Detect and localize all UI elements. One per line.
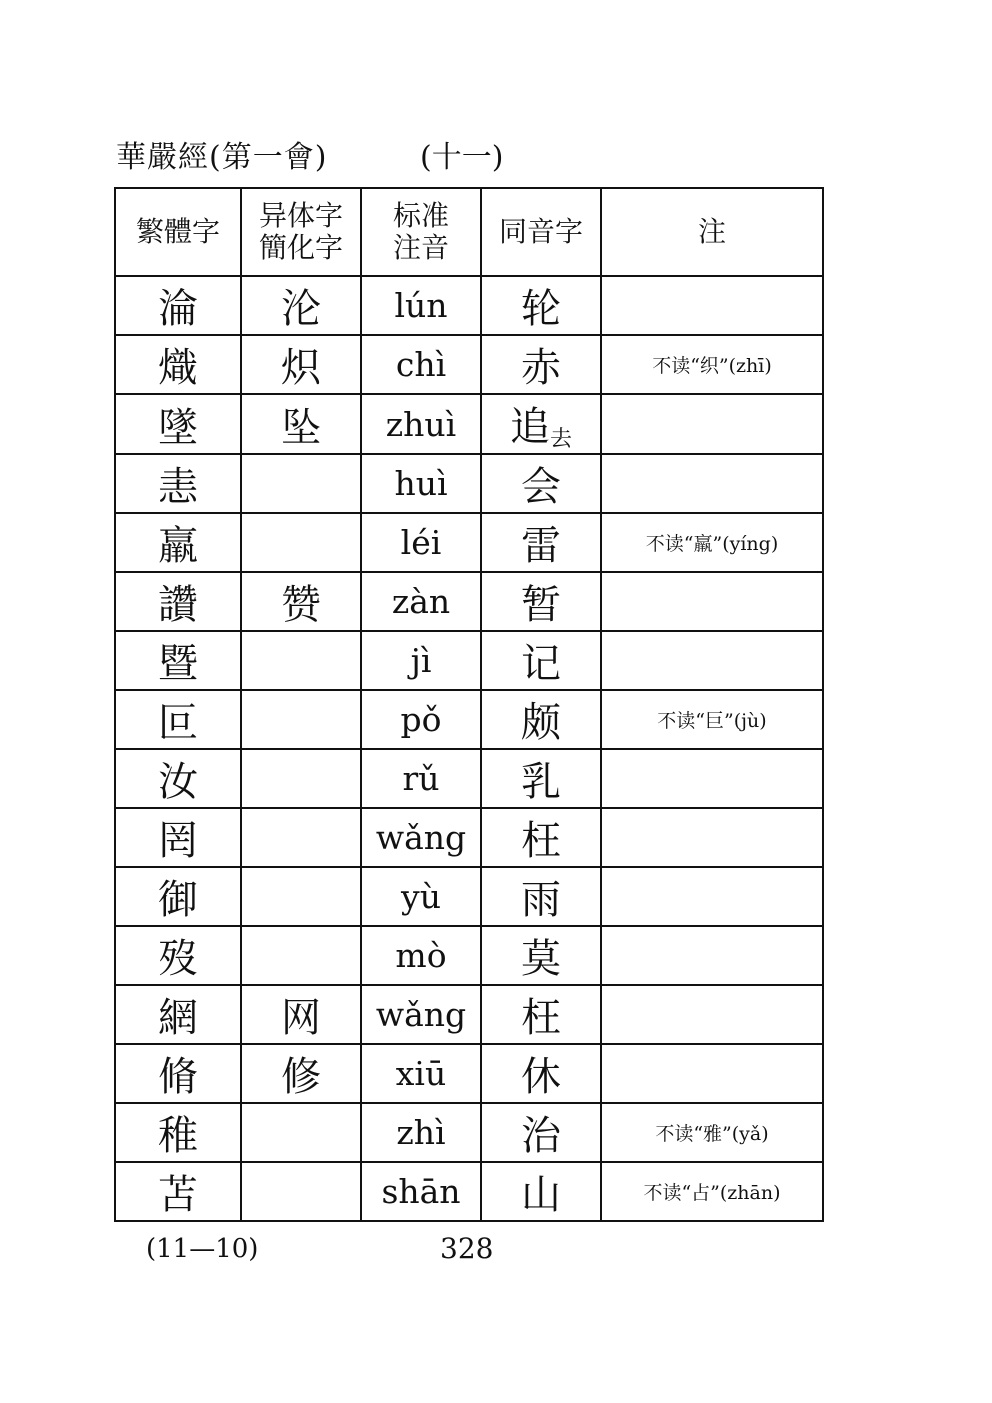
cell-homophone <box>481 985 601 1044</box>
cell-traditional: 御 <box>115 867 241 926</box>
cell-note <box>601 631 823 690</box>
cell-simplified: 坠 <box>241 394 361 454</box>
cell-note <box>601 276 823 335</box>
table-row <box>115 926 823 985</box>
cell-homophone <box>481 631 601 690</box>
table-row <box>115 1044 823 1103</box>
cell-traditional: 暨 <box>115 631 241 690</box>
cell-simplified <box>241 808 361 867</box>
cell-simplified: 沦 <box>241 276 361 335</box>
cell-note <box>601 572 823 631</box>
cell-pinyin: shān <box>361 1162 481 1221</box>
cell-note <box>601 985 823 1044</box>
cell-pinyin: rǔ <box>361 749 481 808</box>
cell-note <box>601 808 823 867</box>
cell-simplified: 炽 <box>241 335 361 394</box>
homophone-char: 乳 <box>521 759 561 805</box>
cell-simplified <box>241 690 361 749</box>
cell-note: 不读“羸”(yíng) <box>601 513 823 572</box>
cell-note <box>601 394 823 454</box>
header-variant-label: 异体字 <box>258 199 343 232</box>
table-row <box>115 808 823 867</box>
cell-homophone <box>481 1162 601 1221</box>
cell-pinyin: xiū <box>361 1044 481 1103</box>
homophone-char: 雨 <box>521 877 561 923</box>
header-standard-label: 标准 <box>392 199 449 232</box>
cell-note <box>601 749 823 808</box>
cell-simplified: 修 <box>241 1044 361 1103</box>
table-row <box>115 749 823 808</box>
cell-pinyin: yù <box>361 867 481 926</box>
homophone-char: 追 <box>509 404 550 450</box>
pronunciation-table <box>114 187 824 1222</box>
homophone-char: 轮 <box>521 286 561 332</box>
cell-note: 不读“占”(zhān) <box>601 1162 823 1221</box>
cell-simplified <box>241 1162 361 1221</box>
cell-traditional: 羸 <box>115 513 241 572</box>
table-row <box>115 985 823 1044</box>
table-row <box>115 513 823 572</box>
cell-traditional: 脩 <box>115 1044 241 1103</box>
homophone-char: 山 <box>521 1172 561 1218</box>
cell-pinyin: léi <box>361 513 481 572</box>
cell-note <box>601 1044 823 1103</box>
cell-traditional: 稚 <box>115 1103 241 1162</box>
cell-homophone <box>481 808 601 867</box>
cell-pinyin: wǎng <box>361 808 481 867</box>
table-row <box>115 335 823 394</box>
footer-code: (11—10) <box>146 1234 259 1264</box>
table-body <box>115 276 823 1221</box>
cell-pinyin: zhì <box>361 1103 481 1162</box>
cell-note: 不读“织”(zhī) <box>601 335 823 394</box>
table-row <box>115 276 823 335</box>
cell-pinyin: pǒ <box>361 690 481 749</box>
cell-homophone <box>481 572 601 631</box>
homophone-char: 赤 <box>521 345 561 391</box>
homophone-char: 颇 <box>521 700 561 746</box>
cell-homophone <box>481 867 601 926</box>
cell-simplified <box>241 867 361 926</box>
table-row <box>115 394 823 454</box>
header-note: 注 <box>601 188 823 276</box>
header-pinyin-label: 注音 <box>392 231 449 264</box>
homophone-char: 雷 <box>521 523 561 569</box>
header-standard-pinyin <box>361 188 481 276</box>
homophone-char: 枉 <box>521 818 561 864</box>
cell-homophone <box>481 335 601 394</box>
cell-simplified: 网 <box>241 985 361 1044</box>
cell-traditional: 恚 <box>115 454 241 513</box>
cell-note <box>601 867 823 926</box>
cell-note: 不读“巨”(jù) <box>601 690 823 749</box>
cell-pinyin: lún <box>361 276 481 335</box>
homophone-char: 休 <box>521 1054 561 1100</box>
cell-pinyin: zàn <box>361 572 481 631</box>
cell-homophone <box>481 394 601 454</box>
cell-traditional: 叵 <box>115 690 241 749</box>
cell-pinyin: huì <box>361 454 481 513</box>
header-simplified-label: 簡化字 <box>258 231 343 264</box>
cell-note <box>601 926 823 985</box>
cell-traditional: 網 <box>115 985 241 1044</box>
tone-mark: 去 <box>549 427 572 452</box>
cell-simplified <box>241 454 361 513</box>
cell-pinyin: mò <box>361 926 481 985</box>
cell-traditional: 罔 <box>115 808 241 867</box>
homophone-char: 记 <box>521 641 561 687</box>
header-variant-simplified <box>241 188 361 276</box>
cell-traditional: 讚 <box>115 572 241 631</box>
table-row <box>115 454 823 513</box>
cell-pinyin: zhuì <box>361 394 481 454</box>
cell-pinyin: wǎng <box>361 985 481 1044</box>
cell-simplified <box>241 749 361 808</box>
header-homophone: 同音字 <box>481 188 601 276</box>
table-header-row <box>115 188 823 276</box>
cell-pinyin: chì <box>361 335 481 394</box>
cell-simplified <box>241 926 361 985</box>
table-row <box>115 631 823 690</box>
cell-traditional: 熾 <box>115 335 241 394</box>
table-row <box>115 1162 823 1221</box>
cell-homophone <box>481 454 601 513</box>
page-title: 華嚴經(第一會) <box>116 140 328 175</box>
cell-note <box>601 454 823 513</box>
homophone-char: 会 <box>521 464 561 510</box>
cell-homophone <box>481 276 601 335</box>
cell-homophone <box>481 749 601 808</box>
cell-traditional: 汝 <box>115 749 241 808</box>
homophone-char: 暂 <box>521 582 561 628</box>
table-row <box>115 867 823 926</box>
cell-homophone <box>481 690 601 749</box>
table-row <box>115 690 823 749</box>
cell-simplified <box>241 631 361 690</box>
homophone-char: 莫 <box>521 936 561 982</box>
cell-traditional: 歿 <box>115 926 241 985</box>
section-number: (十一) <box>420 140 504 175</box>
table-row <box>115 572 823 631</box>
header-traditional: 繁體字 <box>115 188 241 276</box>
cell-homophone <box>481 1044 601 1103</box>
cell-homophone <box>481 1103 601 1162</box>
cell-simplified <box>241 1103 361 1162</box>
cell-traditional: 墜 <box>115 394 241 454</box>
cell-simplified: 赞 <box>241 572 361 631</box>
cell-pinyin: jì <box>361 631 481 690</box>
cell-note: 不读“雅”(yǎ) <box>601 1103 823 1162</box>
homophone-char: 治 <box>521 1113 561 1159</box>
cell-homophone <box>481 513 601 572</box>
cell-traditional: 苫 <box>115 1162 241 1221</box>
cell-homophone <box>481 926 601 985</box>
cell-traditional: 淪 <box>115 276 241 335</box>
page-number: 328 <box>440 1232 494 1265</box>
homophone-char: 枉 <box>521 995 561 1041</box>
cell-simplified <box>241 513 361 572</box>
table-row <box>115 1103 823 1162</box>
